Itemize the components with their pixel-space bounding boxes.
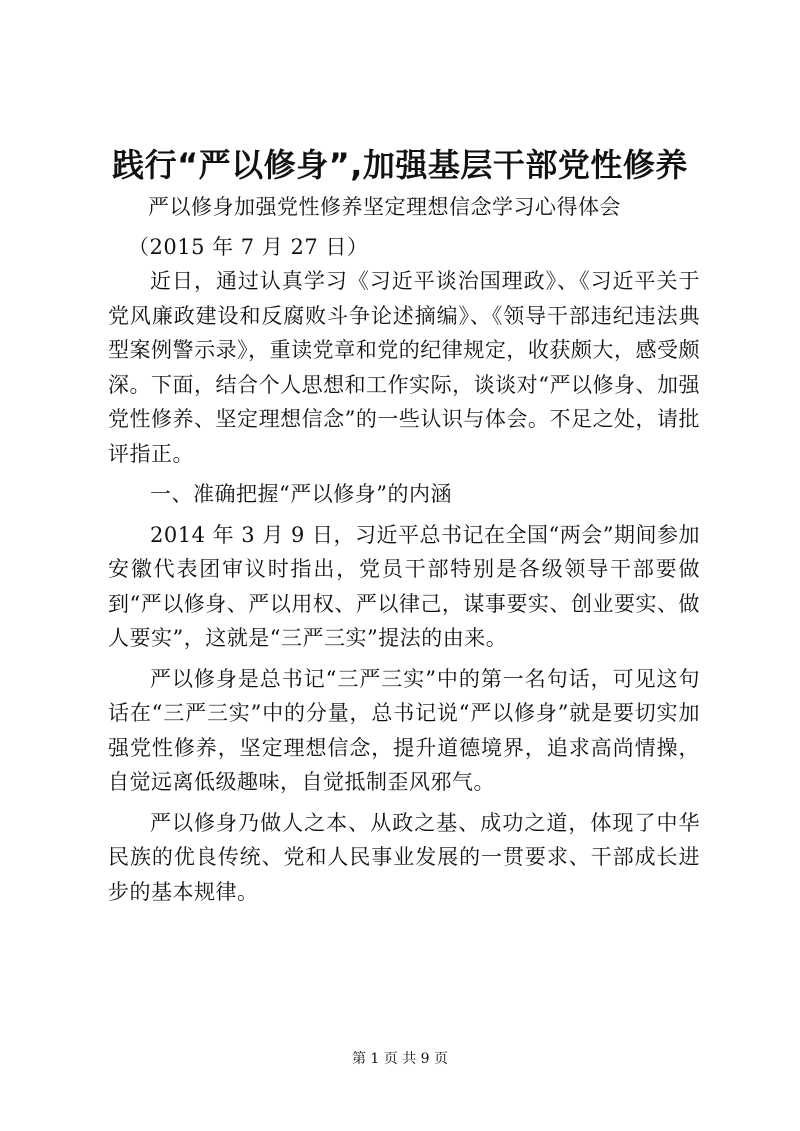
- page-footer: 第 1 页 共 9 页: [351, 1051, 449, 1067]
- document-title: 践行“严以修身”,加强基层干部党性修养: [112, 146, 688, 184]
- section-heading-1: 一、准确把握“严以修身”的内涵: [150, 482, 452, 506]
- document-date: （2015 年 7 月 27 日）: [128, 235, 369, 259]
- paragraph-meaning: 严以修身是总书记“三严三实”中的第一名句话，可见这句话在“三严三实”中的分量，总书记说“严以修身”就是要切实加强党性修养，坚定理想信念，提升道德境界，追求高尚情操，自觉远离低级趣味，自觉抵制歪风邪气。: [108, 666, 700, 794]
- document-subtitle: 严以修身加强党性修养坚定理想信念学习心得体会: [148, 195, 621, 219]
- document-body: [108, 264, 700, 909]
- paragraph-origin: 2014 年 3 月 9 日，习近平总书记在全国“两会”期间参加安徽代表团审议时指出，党员干部特别是各级领导干部要做到“严以修身、严以用权、严以律己，谋事要实、创业要实、做人要实”，这就是“三严三实”提法的由来。: [108, 522, 701, 650]
- paragraph-principle: 严以修身乃做人之本、从政之基、成功之道，体现了中华民族的优良传统、党和人民事业发展的一贯要求、干部成长进步的基本规律。: [108, 810, 700, 904]
- paragraph-intro: 近日，通过认真学习《习近平谈治国理政》、《习近平关于党风廉政建设和反腐败斗争论述摘编》、《领导干部违纪违法典型案例警示录》，重读党章和党的纪律规定，收获颇大，感受颇深。下面，结合个人思想和工作实际，谈谈对“严以修身、加强党性修养、坚定理想信念”的一些认识与体会。不足之处，请批评指正。: [108, 269, 700, 466]
